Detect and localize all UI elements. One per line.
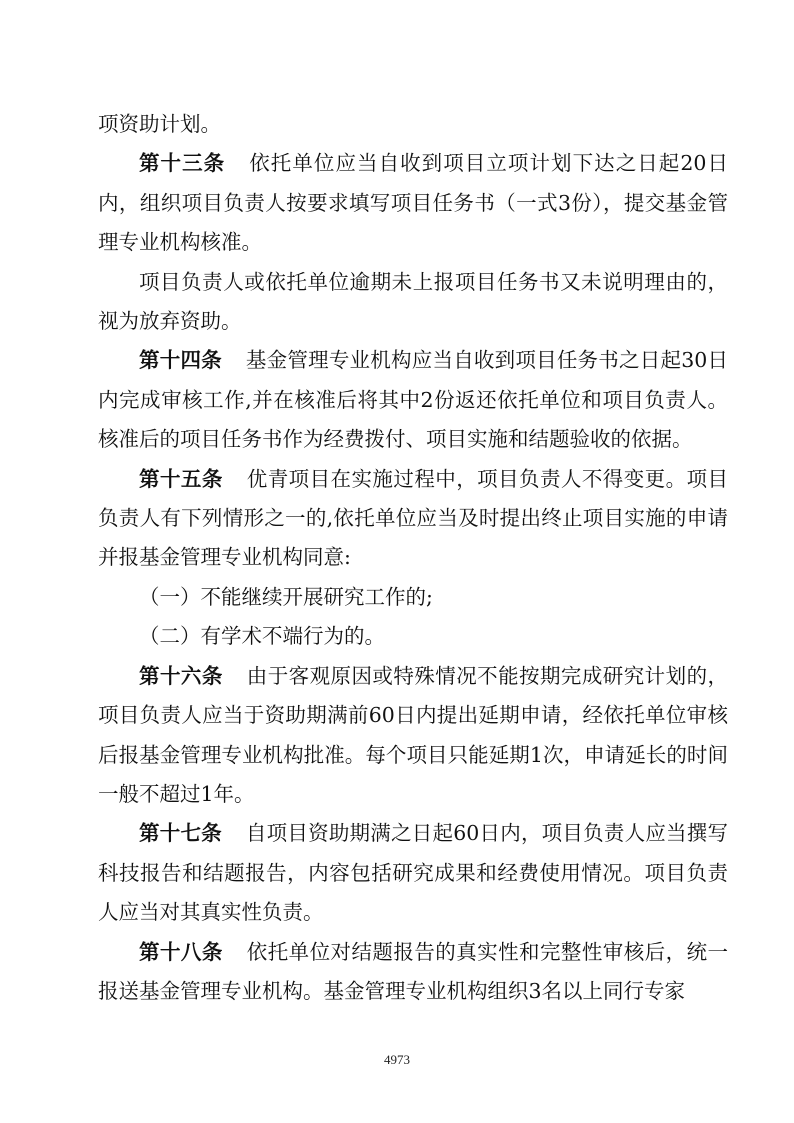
- article-14: [98, 341, 728, 459]
- article-text: 自项目资助期满之日起60日内，项目负责人应当撰写科技报告和结题报告，内容包括研究成果和经费使用情况。项目负责人应当对其真实性负责。: [98, 821, 729, 925]
- article-text: 优青项目在实施过程中，项目负责人不得变更。项目负责人有下列情形之一的,依托单位应当及时提出终止项目实施的申请并报基金管理专业机构同意:: [98, 466, 729, 570]
- article-title: 第十五条: [139, 466, 223, 491]
- article-text: 由于客观原因或特殊情况不能按期完成研究计划的，项目负责人应当于资助期满前60日内提出延期申请，经依托单位审核后报基金管理专业机构批准。每个项目只能延期1次，申请延长的时间一般不超过1年。: [98, 663, 729, 806]
- page-number: 4973: [384, 1052, 410, 1067]
- article-title: 第十六条: [139, 663, 223, 688]
- paragraph-continuation: [98, 105, 728, 144]
- document-body: [98, 105, 728, 1011]
- article-title: 第十四条: [139, 348, 222, 373]
- article-13: [98, 144, 728, 262]
- paragraph: [98, 263, 728, 342]
- article-16: [98, 657, 728, 815]
- article-15: [98, 460, 728, 578]
- article-text: 基金管理专业机构应当自收到项目任务书之日起30日内完成审核工作,并在核准后将其中2份返还依托单位和项目负责人。核准后的项目任务书作为经费拨付、项目实施和结题验收的依据。: [98, 348, 729, 452]
- paragraph-text: 项资助计划。: [98, 112, 221, 136]
- article-text: 依托单位对结题报告的真实性和完整性审核后，统一报送基金管理专业机构。基金管理专业机构组织3名以上同行专家: [98, 939, 729, 1003]
- article-title: 第十三条: [139, 151, 226, 176]
- article-17: [98, 814, 728, 932]
- article-title: 第十八条: [139, 939, 223, 964]
- article-text: 依托单位应当自收到项目立项计划下达之日起20日内，组织项目负责人按要求填写项目任务书（一式3份），提交基金管理专业机构核准。: [98, 151, 728, 255]
- article-18: [98, 933, 728, 1012]
- list-item-text: （一）不能继续开展研究工作的;: [139, 584, 433, 609]
- list-item-text: （二）有学术不端行为的。: [139, 624, 385, 649]
- list-item: [98, 617, 728, 656]
- article-title: 第十七条: [139, 821, 222, 846]
- list-item: [98, 578, 728, 617]
- paragraph-text: 项目负责人或依托单位逾期未上报项目任务书又未说明理由的，视为放弃资助。: [98, 269, 728, 334]
